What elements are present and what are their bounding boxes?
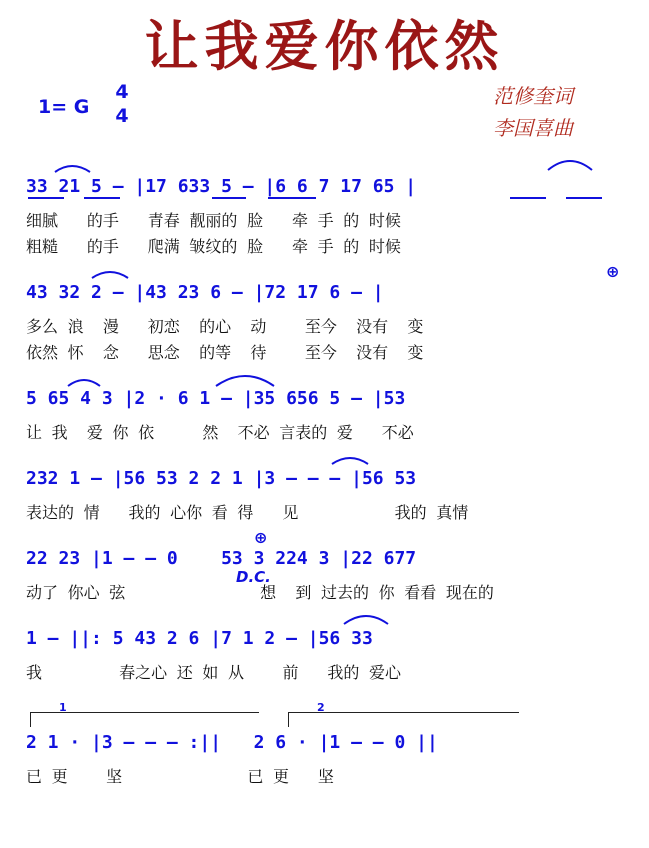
slur-mark (92, 272, 128, 278)
slur-mark (344, 616, 388, 624)
first-ending-number: 1 (59, 701, 67, 714)
song-title: 让我爱你依然 (144, 14, 505, 78)
coda-sign-2: ⊕ (254, 528, 268, 547)
notation-line-2: 43 32 2 — |43 23 6 — |72 17 6 — | (26, 282, 384, 303)
da-capo-mark: D.C. (236, 568, 271, 586)
lyric-line-5: 动了 你心 弦 想 到 过去的 你 看看 现在的 (26, 583, 494, 602)
key-signature: 1= G (38, 96, 90, 118)
lyric-line-2a: 多么 浪 漫 初恋 的心 动 至今 没有 变 (26, 317, 424, 336)
lyricist-credit: 范修奎词 (493, 84, 573, 108)
composer-credit: 李国喜曲 (493, 116, 573, 140)
slur-mark (55, 166, 90, 172)
lyric-line-3: 让 我 爱 你 依 然 不必 言表的 爱 不必 (26, 423, 414, 442)
notation-line-1: 33 21 5 — |17 633 5 — |6 6 7 17 65 | (26, 176, 417, 197)
notation-line-6: 1 — ||: 5 43 2 6 |7 1 2 — |56 33 (26, 628, 373, 649)
lyric-line-4: 表达的 情 我的 心你 看 得 见 我的 真情 (26, 503, 469, 522)
lyric-line-1a: 细腻 的手 青春 靓丽的 脸 牵 手 的 时候 (26, 211, 401, 230)
notation-line-4: 232 1 — |56 53 2 2 1 |3 — — — |56 53 (26, 468, 417, 489)
notation-line-3: 5 65 4 3 |2 · 6 1 — |35 656 5 — |53 (26, 388, 406, 409)
coda-sign-1: ⊕ (606, 262, 620, 281)
slur-mark (216, 376, 274, 386)
second-ending-number: 2 (317, 701, 325, 714)
lyric-line-2b: 依然 怀 念 思念 的等 待 至今 没有 变 (26, 343, 424, 362)
slur-mark (68, 380, 100, 386)
lyric-line-1b: 粗糙 的手 爬满 皱纹的 脸 牵 手 的 时候 (26, 237, 401, 256)
slur-mark (548, 161, 592, 170)
slur-mark (332, 458, 368, 464)
lyric-line-6: 我 春之心 还 如 从 前 我的 爱心 (26, 663, 402, 682)
notation-line-7: 2 1 · |3 — — — :|| 2 6 · |1 — — 0 || (26, 732, 438, 753)
time-signature-bottom: 4 (115, 105, 129, 127)
notation-line-5: 22 23 |1 — — 0 53 3 224 3 |22 677 (26, 548, 417, 569)
time-signature-top: 4 (115, 81, 129, 103)
lyric-line-7: 已 更 坚 已 更 坚 (26, 767, 334, 786)
